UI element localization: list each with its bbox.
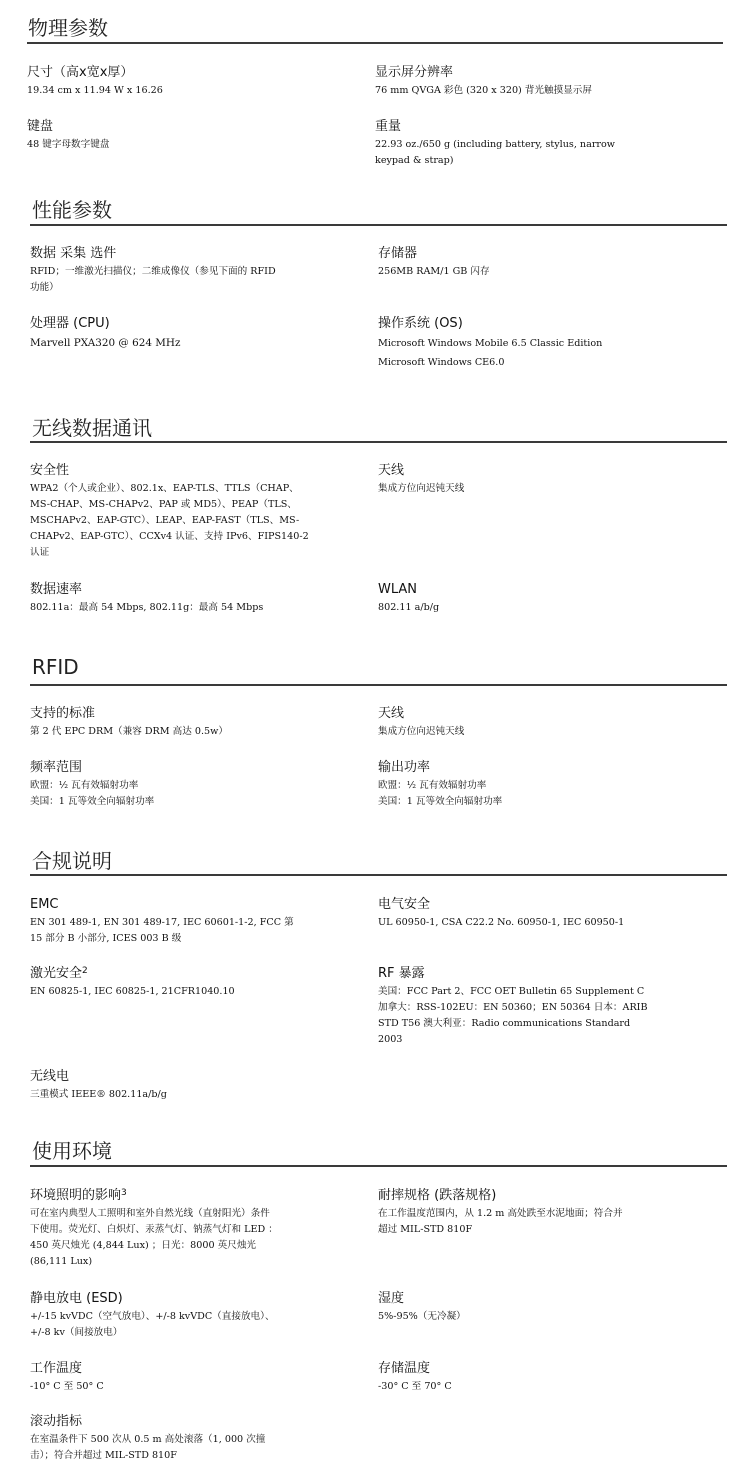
spec-label: 存储温度 [378, 1361, 431, 1376]
spec-label: 天线 [378, 706, 405, 721]
spec-label: 支持的标准 [30, 706, 96, 721]
spec-value: 19.34 cm x 11.94 W x 16.26 [27, 85, 163, 96]
spec-label: 数据 采集 选件 [30, 246, 117, 261]
spec-frequency-range [30, 759, 350, 810]
spec-rfid-antenna [378, 705, 723, 740]
spec-wlan [378, 581, 723, 616]
spec-label: 耐摔规格 (跌落规格) [378, 1188, 497, 1203]
section-divider [30, 441, 727, 443]
spec-label: 电气安全 [378, 897, 431, 912]
spec-value: +/-15 kvVDC（空气放电）、+/-8 kvVDC（直接放电）、 +/-8 kv（间接放电） [30, 1311, 275, 1338]
spec-label: 滚动指标 [30, 1414, 83, 1429]
spec-value: 22.93 oz./650 g (including battery, stylus, narrow keypad & strap) [375, 139, 615, 166]
spec-value: -30° C 至 70° C [378, 1381, 452, 1392]
spec-data-rate [30, 581, 350, 616]
spec-laser-safety [30, 965, 350, 1000]
spec-value: 美国：FCC Part 2、FCC OET Bulletin 65 Supplement C 加拿大：RSS-102EU：EN 50360；EN 50364 日本：ARIB STD T56 澳大利亚：Radio communications Standard 2003 [378, 986, 648, 1045]
spec-label: 显示屏分辨率 [375, 65, 454, 80]
spec-emc [30, 896, 360, 947]
section-divider [30, 684, 727, 686]
footnote-marker: 2 [82, 966, 88, 976]
spec-operating-temp [30, 1360, 350, 1395]
spec-radio [30, 1068, 350, 1103]
spec-value: WPA2（个人或企业）、802.1x、EAP-TLS、TTLS（CHAP、 MS-CHAP、MS-CHAPv2、PAP 或 MD5）、PEAP（TLS、 MSCHAPv2、EAP-GTC）、LEAP、EAP-FAST（TLS、MS- CHAPv2、EAP-GTC）、CCXv4 认证、支持 IPv6、FIPS140-2 认证 [30, 483, 309, 558]
spec-label: 环境照明的影响$^3$ [30, 1188, 127, 1203]
spec-value: -10° C 至 50° C [30, 1381, 104, 1392]
section-title: RFID [32, 655, 79, 679]
section-divider [30, 874, 727, 876]
spec-label: 输出功率 [378, 760, 431, 775]
spec-label: 工作温度 [30, 1361, 83, 1376]
spec-value: EN 60825-1, IEC 60825-1, 21CFR1040.10 [30, 986, 235, 997]
spec-label: 天线 [378, 463, 405, 478]
spec-electrical-safety [378, 896, 723, 931]
spec-label: 频率范围 [30, 760, 83, 775]
spec-label: 湿度 [378, 1291, 405, 1306]
spec-label: 静电放电 (ESD) [30, 1291, 123, 1306]
spec-dimensions [27, 64, 347, 99]
spec-value: UL 60950-1, CSA C22.2 No. 60950-1, IEC 60950-1 [378, 917, 625, 928]
section-divider [27, 42, 723, 44]
spec-value: 集成方位向迟钝天线 [378, 483, 465, 494]
spec-value: 欧盟：½ 瓦有效辐射功率 美国：1 瓦等效全向辐射功率 [30, 780, 155, 807]
spec-cpu [30, 315, 350, 353]
spec-data-capture [30, 245, 350, 296]
spec-value: 第 2 代 EPC DRM（兼容 DRM 高达 0.5w） [30, 726, 228, 737]
spec-value: EN 301 489-1, EN 301 489-17, IEC 60601-1-2, FCC 第 15 部分 B 小部分, ICES 003 B 级 [30, 917, 294, 944]
spec-value: 在室温条件下 500 次从 0.5 m 高处滚落（1, 000 次撞 击）；符合并超过 MIL-STD 810F [30, 1434, 266, 1461]
spec-value: 5%-95%（无冷凝） [378, 1311, 466, 1322]
section-title: 无线数据通讯 [32, 416, 152, 440]
spec-output-power [378, 759, 723, 810]
spec-label: EMC [30, 897, 59, 912]
spec-label: RF 暴露 [378, 966, 425, 981]
spec-label: 安全性 [30, 463, 70, 478]
section-title: 性能参数 [32, 198, 112, 222]
spec-value: RFID；一维激光扫描仪；二维成像仪（参见下面的 RFID 功能） [30, 266, 276, 293]
spec-value: 在工作温度范围内，从 1.2 m 高处跌至水泥地面；符合并 超过 MIL-STD 810F [378, 1208, 623, 1235]
section-divider [30, 224, 727, 226]
spec-value: 可在室内典型人工照明和室外自然光线（直射阳光）条件 下使用。荧光灯、白炽灯、汞蒸气灯、钠蒸气灯和 LED ： 450 英尺烛光 (4,844 Lux) ；日光：8000 英尺烛光 (86,111 Lux) [30, 1208, 278, 1267]
spec-label: 处理器 (CPU) [30, 316, 110, 331]
spec-rf-exposure [378, 965, 723, 1048]
spec-label: 尺寸（高x宽x厚） [27, 65, 134, 80]
spec-value: 三重模式 IEEE® 802.11a/b/g [30, 1089, 167, 1100]
spec-security [30, 462, 360, 561]
spec-label: WLAN [378, 582, 418, 597]
spec-value: 802.11 a/b/g [378, 602, 440, 613]
spec-label: 无线电 [30, 1069, 70, 1084]
spec-value: 集成方位向迟钝天线 [378, 726, 465, 737]
spec-tumble [30, 1413, 360, 1464]
spec-ambient-light [30, 1187, 360, 1270]
spec-value: 256MB RAM/1 GB 闪存 [378, 266, 490, 277]
spec-value: 48 键字母数字键盘 [27, 139, 110, 150]
spec-label: 操作系统 (OS) [378, 316, 463, 331]
section-title: 物理参数 [28, 16, 108, 40]
spec-label: 激光安全$^2$ [30, 966, 88, 981]
spec-label: 重量 [375, 119, 402, 134]
spec-value: 欧盟：½ 瓦有效辐射功率 美国：1 瓦等效全向辐射功率 [378, 780, 503, 807]
spec-label: 键盘 [27, 119, 54, 134]
spec-humidity [378, 1290, 723, 1325]
spec-weight [375, 118, 725, 169]
section-title: 使用环境 [32, 1139, 112, 1163]
section-divider [30, 1165, 727, 1167]
spec-value: 76 mm QVGA 彩色 (320 x 320) 背光触摸显示屏 [375, 85, 592, 96]
spec-value: Microsoft Windows Mobile 6.5 Classic Edition Microsoft Windows CE6.0 [378, 338, 603, 368]
spec-antenna [378, 462, 723, 497]
spec-value: 802.11a：最高 54 Mbps, 802.11g：最高 54 Mbps [30, 602, 264, 613]
spec-memory [378, 245, 723, 280]
section-title: 合规说明 [32, 849, 112, 873]
footnote-marker: 3 [121, 1188, 127, 1198]
spec-esd [30, 1290, 360, 1341]
spec-storage-temp [378, 1360, 723, 1395]
spec-keyboard [27, 118, 347, 153]
spec-label: 存储器 [378, 246, 418, 261]
spec-drop [378, 1187, 723, 1238]
spec-display [375, 64, 725, 99]
spec-supported-standards [30, 705, 350, 740]
spec-label: 数据速率 [30, 582, 83, 597]
spec-value: Marvell PXA320 @ 624 MHz [30, 337, 181, 349]
spec-os [378, 315, 723, 372]
